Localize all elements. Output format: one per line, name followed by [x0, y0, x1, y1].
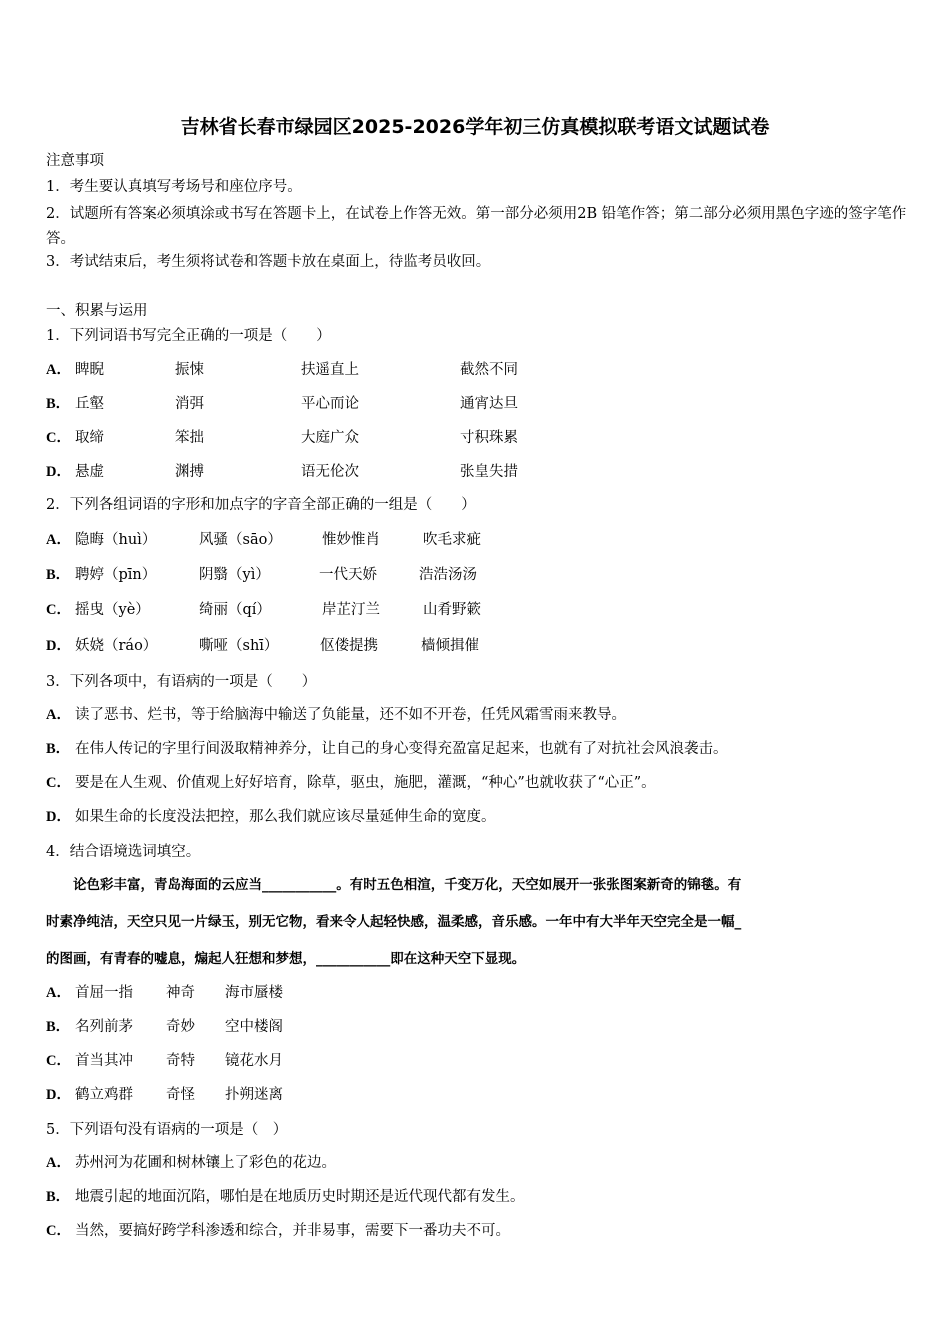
option-word: 樯倾揖催: [421, 638, 479, 654]
option-word: 奇怪: [166, 1087, 195, 1103]
option-text: 地震引起的地面沉陷，哪怕是在地质历史时期还是近代现代都有发生。: [75, 1189, 525, 1205]
option-word: 奇妙: [166, 1019, 195, 1035]
notice-item-3: 3．考试结束后，考生须将试卷和答题卡放在桌面上，待监考员收回。: [46, 254, 491, 270]
option-word: 惟妙惟肖: [322, 532, 380, 548]
q4-passage-line-3: 的图画，有青春的嘘息，煽起人狂想和梦想，___________即在这种天空下显现。: [46, 951, 526, 967]
page-title: 吉林省长春市绿园区2025-2026学年初三仿真模拟联考语文试题试卷: [180, 116, 770, 138]
option-label: C．: [46, 430, 71, 446]
option-word: 岸芷汀兰: [322, 602, 380, 618]
option-word: 摇曳（yè）: [75, 602, 150, 618]
option-word: 寸积珠累: [460, 430, 518, 446]
option-label: A．: [46, 532, 71, 548]
option-word: 笨拙: [175, 430, 204, 446]
option-label: D．: [46, 809, 71, 825]
section-heading: 一、积累与运用: [46, 303, 148, 319]
option-text: 苏州河为花圃和树林镶上了彩色的花边。: [75, 1155, 336, 1171]
option-word: 首当其冲: [75, 1053, 133, 1069]
option-label: C．: [46, 775, 71, 791]
option-word: 张皇失措: [460, 464, 518, 480]
option-word: 振悚: [175, 362, 204, 378]
option-label: C．: [46, 1053, 71, 1069]
option-word: 一代天娇: [319, 567, 377, 583]
option-word: 丘壑: [75, 396, 104, 412]
option-word: 语无伦次: [301, 464, 359, 480]
option-label: B．: [46, 567, 71, 583]
option-word: 海市蜃楼: [225, 985, 283, 1001]
option-word: 浩浩汤汤: [419, 567, 477, 583]
option-label: A．: [46, 1155, 71, 1171]
option-label: A．: [46, 707, 71, 723]
notice-heading: 注意事项: [46, 153, 104, 169]
option-word: 名列前茅: [75, 1019, 133, 1035]
option-word: 取缔: [75, 430, 104, 446]
option-word: 伛偻提携: [320, 638, 378, 654]
option-word: 吹毛求疵: [423, 532, 481, 548]
option-word: 大庭广众: [301, 430, 359, 446]
option-word: 奇特: [166, 1053, 195, 1069]
q3-stem: 3．下列各项中，有语病的一项是（ ）: [46, 674, 317, 690]
option-text: 当然，要搞好跨学科渗透和综合，并非易事，需要下一番功夫不可。: [75, 1223, 510, 1239]
option-word: 截然不同: [460, 362, 518, 378]
option-word: 镜花水月: [225, 1053, 283, 1069]
q4-stem: 4．结合语境选词填空。: [46, 844, 201, 860]
option-word: 空中楼阁: [225, 1019, 283, 1035]
option-word: 扶遥直上: [301, 362, 359, 378]
option-text: 要是在人生观、价值观上好好培育，除草，驱虫，施肥，灌溉，“种心”也就收获了“心正”。: [75, 775, 656, 791]
option-word: 扑朔迷离: [225, 1087, 283, 1103]
option-word: 通宵达旦: [460, 396, 518, 412]
option-label: B．: [46, 396, 71, 412]
option-label: B．: [46, 741, 71, 757]
option-label: B．: [46, 1019, 71, 1035]
option-word: 鹤立鸡群: [75, 1087, 133, 1103]
option-word: 渊搏: [175, 464, 204, 480]
option-text: 在伟人传记的字里行间汲取精神养分，让自己的身心变得充盈富足起来，也就有了对抗社会风浪袭击。: [75, 741, 728, 757]
option-word: 消弭: [175, 396, 204, 412]
option-word: 平心而论: [301, 396, 359, 412]
option-word: 首屈一指: [75, 985, 133, 1001]
option-label: D．: [46, 1087, 71, 1103]
q4-passage-line-2: 时素净纯洁，天空只见一片绿玉，别无它物，看来令人起轻快感，温柔感，音乐感。一年中有大半年天空完全是一幅_: [46, 914, 742, 930]
option-label: C．: [46, 602, 71, 618]
option-text: 读了恶书、烂书，等于给脑海中输送了负能量，还不如不开卷，任凭风霜雪雨来教导。: [75, 707, 626, 723]
option-word: 嘶哑（shī）: [199, 638, 279, 654]
option-word: 风骚（sāo）: [199, 532, 282, 548]
option-label: B．: [46, 1189, 71, 1205]
q2-stem: 2．下列各组词语的字形和加点字的字音全部正确的一组是（ ）: [46, 497, 476, 513]
option-word: 绮丽（qí）: [199, 602, 271, 618]
option-text: 如果生命的长度没法把控，那么我们就应该尽量延伸生命的宽度。: [75, 809, 496, 825]
notice-item-2: 2．试题所有答案必须填涂或书写在答题卡上，在试卷上作答无效。第一部分必须用2B 铅笔作答；第二部分必须用黑色字迹的签字笔作答。: [46, 206, 907, 247]
option-label: C．: [46, 1223, 71, 1239]
option-label: D．: [46, 638, 71, 654]
option-word: 睥睨: [75, 362, 104, 378]
option-word: 神奇: [166, 985, 195, 1001]
q4-passage-line-1: 论色彩丰富，青岛海面的云应当___________。有时五色相渲，千变万化，天空如展开一张张图案新奇的锦毯。有: [46, 877, 742, 893]
notice-item-1: 1．考生要认真填写考场号和座位序号。: [46, 179, 302, 195]
option-word: 悬虚: [75, 464, 104, 480]
option-word: 聘婷（pīn）: [75, 567, 157, 583]
option-word: 妖娆（ráo）: [75, 638, 158, 654]
option-label: A．: [46, 362, 71, 378]
option-label: D．: [46, 464, 71, 480]
option-word: 山肴野簌: [423, 602, 481, 618]
q1-stem: 1．下列词语书写完全正确的一项是（ ）: [46, 328, 331, 344]
option-label: A．: [46, 985, 71, 1001]
option-word: 阴翳（yì）: [199, 567, 270, 583]
option-word: 隐晦（huì）: [75, 532, 157, 548]
q5-stem: 5．下列语句没有语病的一项是（ ）: [46, 1122, 288, 1138]
